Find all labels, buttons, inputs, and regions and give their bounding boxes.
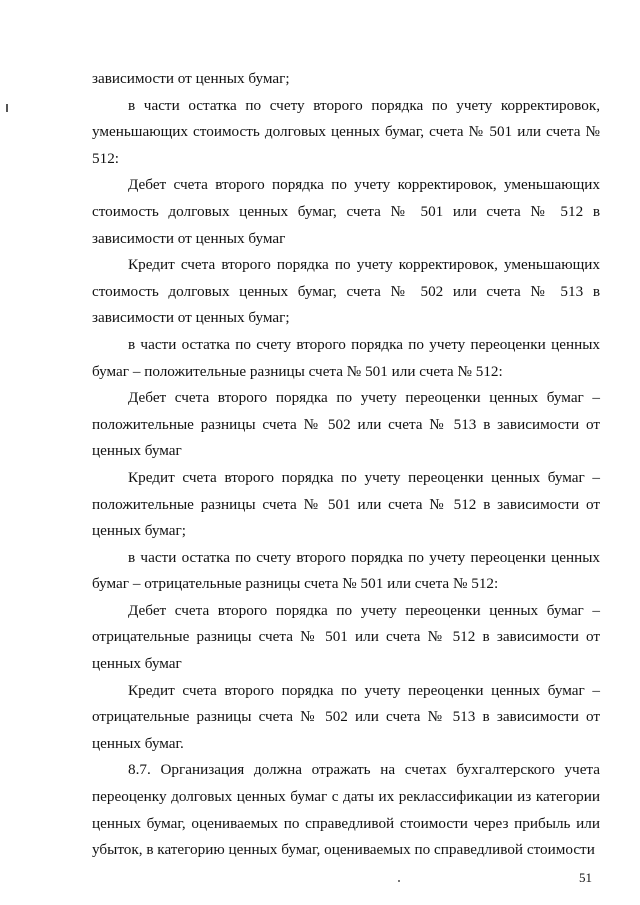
paragraph-continuation: зависимости от ценных бумаг;: [92, 70, 290, 87]
paragraph: Дебет счета второго порядка по учету корректировок, уменьшающих стоимость долговых ценных бумаг, счета № 501 или счета № 512 в зависимости от ценных бумаг: [92, 176, 600, 247]
document-body: [92, 66, 600, 864]
scan-speck: [398, 880, 400, 882]
paragraph: в части остатка по счету второго порядка по учету переоценки ценных бумаг – положительные разницы счета № 501 или счета № 512:: [92, 335, 600, 380]
paragraph: Кредит счета второго порядка по учету переоценки ценных бумаг – отрицательные разницы счета № 502 или счета № 513 в зависимости от ценных бумаг.: [92, 681, 600, 752]
page-number: 51: [579, 870, 592, 885]
paragraph: в части остатка по счету второго порядка по учету корректировок, уменьшающих стоимость долговых ценных бумаг, счета № 501 или счета № 512:: [92, 96, 600, 167]
paragraph: в части остатка по счету второго порядка по учету переоценки ценных бумаг – отрицательные разницы счета № 501 или счета № 512:: [92, 548, 600, 593]
paragraph: Кредит счета второго порядка по учету корректировок, уменьшающих стоимость долговых ценных бумаг, счета № 502 или счета № 513 в зависимости от ценных бумаг;: [92, 256, 600, 327]
paragraph: Дебет счета второго порядка по учету переоценки ценных бумаг – положительные разницы счета № 502 или счета № 513 в зависимости от ценных бумаг: [92, 389, 600, 460]
paragraph-section-8-7: 8.7. Организация должна отражать на счетах бухгалтерского учета переоценку долговых ценных бумаг с даты их реклассификации из категории ценных бумаг, оцениваемых по справедливой стоимости через прибыль или убыток, в категорию ценных бумаг, оцениваемых по справедливой стоимости: [92, 761, 600, 859]
paragraph: Дебет счета второго порядка по учету переоценки ценных бумаг – отрицательные разницы счета № 501 или счета № 512 в зависимости от ценных бумаг: [92, 601, 600, 673]
scan-margin-mark: [6, 104, 8, 112]
paragraph: Кредит счета второго порядка по учету переоценки ценных бумаг – положительные разницы счета № 501 или счета № 512 в зависимости от ценных бумаг;: [92, 468, 600, 540]
